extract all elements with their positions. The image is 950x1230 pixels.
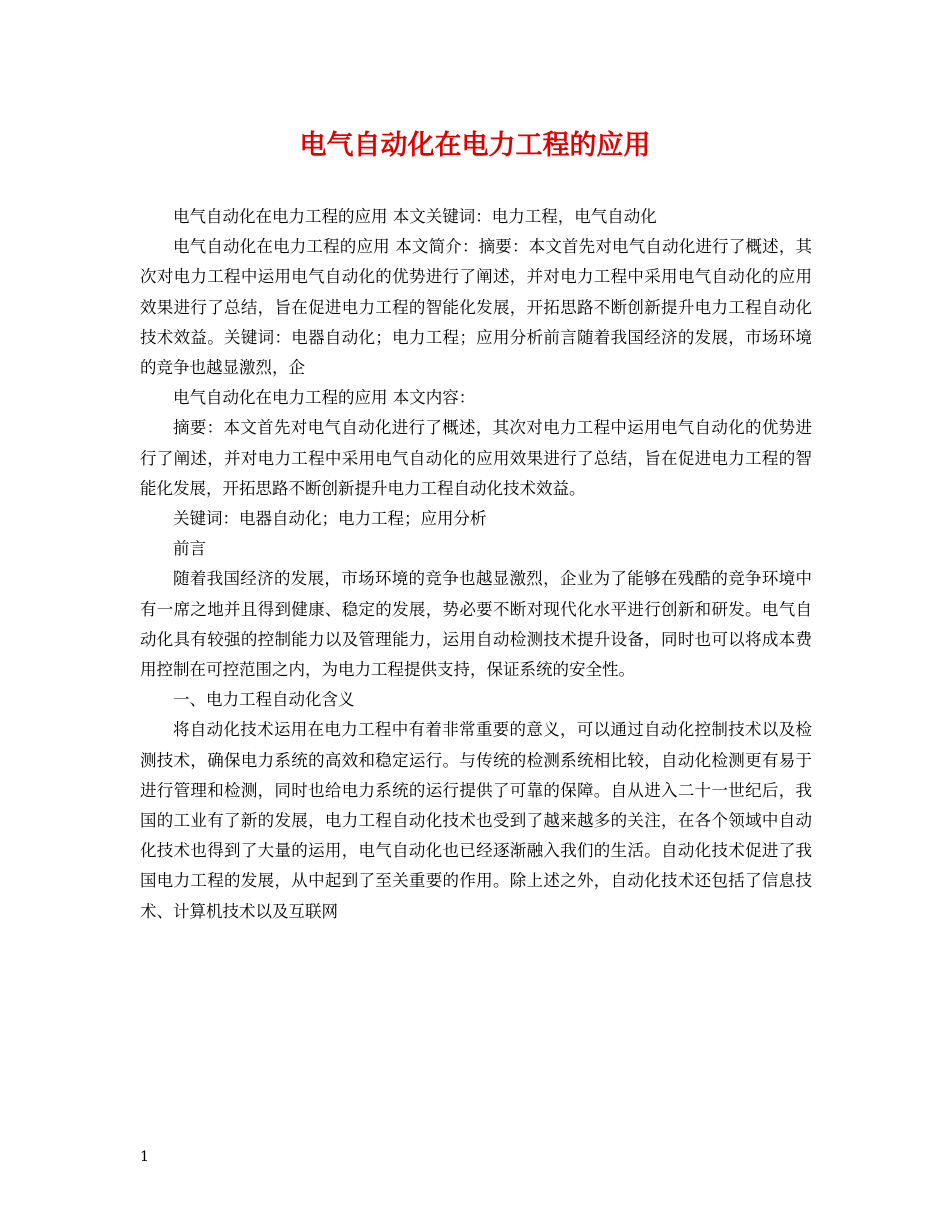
paragraph-section-1: 将自动化技术运用在电力工程中有着非常重要的意义，可以通过自动化控制技术以及检测技术，确保电力系统的高效和稳定运行。与传统的检测系统相比较，自动化检测更有易于进行管理和检测，同时也给电力系统的运行提供了可靠的保障。自从进入二十一世纪后，我国的工业有了新的发展，电力工程自动化技术也受到了越来越多的关注，在各个领域中自动化技术也得到了大量的运用，电气自动化也已经逐渐融入我们的生活。自动化技术促进了我国电力工程的发展，从中起到了至关重要的作用。除上述之外，自动化技术还包括了信息技术、计算机技术以及互联网 xyxy=(140,720,812,921)
document-body xyxy=(140,202,812,927)
paragraph-keywords: 关键词：电器自动化；电力工程；应用分析 xyxy=(173,509,487,529)
paragraph-introduction-summary: 电气自动化在电力工程的应用 本文简介：摘要：本文首先对电气自动化进行了概述，其次对电力工程中运用电气自动化的优势进行了阐述，并对电力工程中采用电气自动化的应用效果进行了总结，旨在促进电力工程的智能化发展，开拓思路不断创新提升电力工程自动化技术效益。关键词：电器自动化；电力工程；应用分析前言随着我国经济的发展，市场环境的竞争也越显激烈，企 xyxy=(140,237,812,378)
paragraph-preface: 随着我国经济的发展，市场环境的竞争也越显激烈，企业为了能够在残酷的竞争环境中有一席之地并且得到健康、稳定的发展，势必要不断对现代化水平进行创新和研发。电气自动化具有较强的控制能力以及管理能力，运用自动检测技术提升设备，同时也可以将成本费用控制在可控范围之内，为电力工程提供支持，保证系统的安全性。 xyxy=(140,569,812,680)
page-number: 1 xyxy=(140,1149,149,1165)
section-heading-1: 一、电力工程自动化含义 xyxy=(173,690,355,710)
paragraph-abstract: 摘要：本文首先对电气自动化进行了概述，其次对电力工程中运用电气自动化的优势进行了阐述，并对电力工程中采用电气自动化的应用效果进行了总结，旨在促进电力工程的智能化发展，开拓思路不断创新提升电力工程自动化技术效益。 xyxy=(140,418,812,498)
paragraph-keywords-summary: 电气自动化在电力工程的应用 本文关键词：电力工程，电气自动化 xyxy=(173,207,657,226)
paragraph-content-heading: 电气自动化在电力工程的应用 本文内容： xyxy=(173,388,476,408)
document-title: 电气自动化在电力工程的应用 xyxy=(299,130,651,161)
paragraph-preface-heading: 前言 xyxy=(173,539,206,559)
